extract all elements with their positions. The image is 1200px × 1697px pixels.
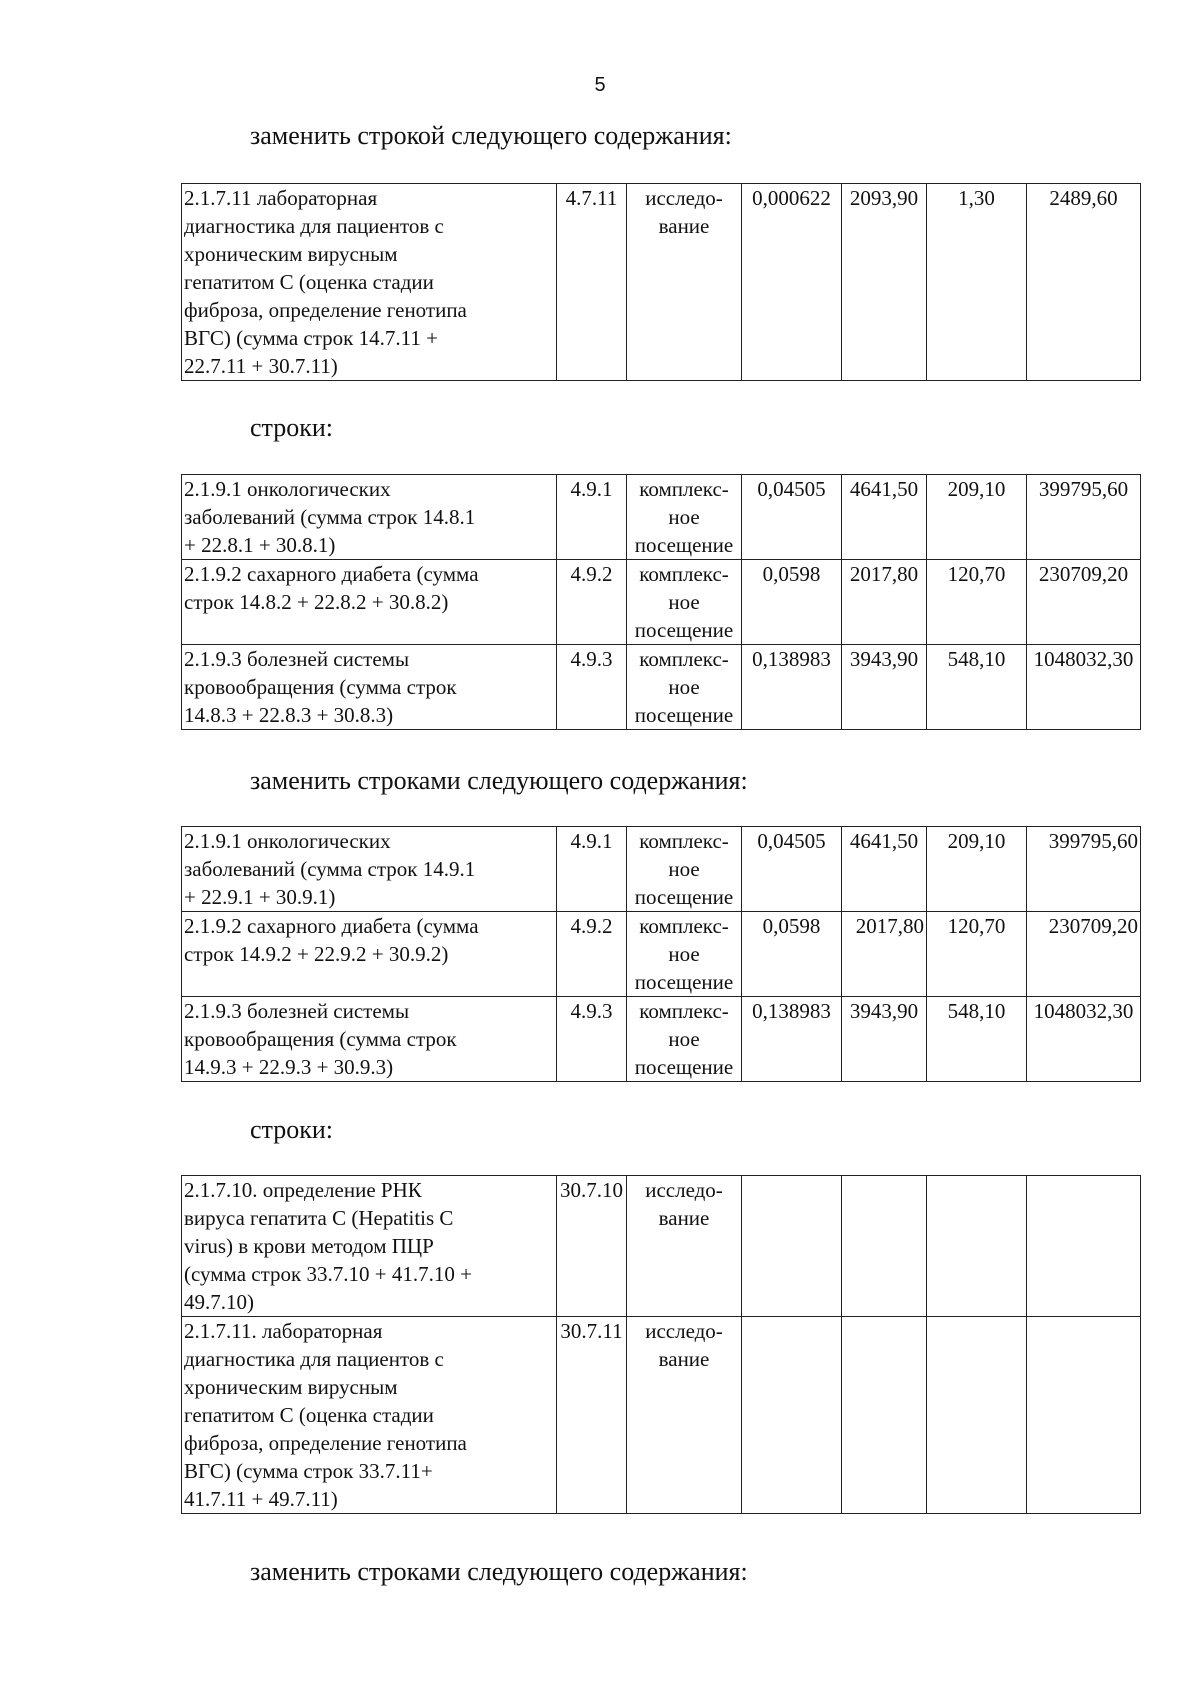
table1-body <box>182 184 1141 381</box>
instruction-rows-2: строки: <box>250 1115 333 1144</box>
row-name: 2.1.7.10. определение РНК вируса гепатита С (Hepatitis C virus) в крови методом ПЦР (сумма строк 33.7.10 + 41.7.10 + 49.7.10) <box>182 1176 557 1317</box>
row-value-4: 230709,20 <box>1027 560 1141 645</box>
row-unit: комплекс- ное посещение <box>627 645 742 730</box>
row-value-3: 120,70 <box>927 912 1027 997</box>
page-number: 5 <box>594 74 606 96</box>
row-value-3: 209,10 <box>927 827 1027 912</box>
instruction-replace-row: заменить строкой следующего содержания: <box>250 121 732 150</box>
row-value-1: 0,04505 <box>742 475 842 560</box>
row-value-3 <box>927 1176 1027 1317</box>
row-value-3 <box>927 1317 1027 1514</box>
row-name: 2.1.9.3 болезней системы кровообращения (сумма строк 14.9.3 + 22.9.3 + 30.9.3) <box>182 997 557 1082</box>
row-value-1: 0,138983 <box>742 645 842 730</box>
row-unit: комплекс- ное посещение <box>627 997 742 1082</box>
row-value-1: 0,04505 <box>742 827 842 912</box>
row-name: 2.1.9.2 сахарного диабета (сумма строк 14.8.2 + 22.8.2 + 30.8.2) <box>182 560 557 645</box>
row-value-1: 0,0598 <box>742 912 842 997</box>
row-value-2: 2017,80 <box>842 560 927 645</box>
table-row <box>182 645 1141 730</box>
row-value-2 <box>842 1176 927 1317</box>
table-replacement-row <box>181 183 1141 381</box>
row-unit: комплекс- ное посещение <box>627 560 742 645</box>
row-code: 4.9.2 <box>557 912 627 997</box>
table-row <box>182 1317 1141 1514</box>
row-name: 2.1.9.1 онкологических заболеваний (сумма строк 14.8.1 + 22.8.1 + 30.8.1) <box>182 475 557 560</box>
table-row <box>182 827 1141 912</box>
row-value-2: 2093,90 <box>842 184 927 381</box>
row-value-2: 4641,50 <box>842 475 927 560</box>
row-unit: исследо- вание <box>627 184 742 381</box>
row-name: 2.1.7.11. лабораторная диагностика для пациентов с хроническим вирусным гепатитом С (оценка стадии фиброза, определение генотипа ВГС) (сумма строк 33.7.11+ 41.7.11 + 49.7.11) <box>182 1317 557 1514</box>
table-row <box>182 1176 1141 1317</box>
row-value-4: 399795,60 <box>1027 827 1141 912</box>
row-value-2: 2017,80 <box>842 912 927 997</box>
row-code: 4.9.1 <box>557 827 627 912</box>
row-value-2: 3943,90 <box>842 997 927 1082</box>
row-value-4: 399795,60 <box>1027 475 1141 560</box>
table-original-rows-1 <box>181 474 1141 730</box>
row-value-4: 1048032,30 <box>1027 997 1141 1082</box>
row-unit: исследо- вание <box>627 1176 742 1317</box>
table-replacement-rows-1 <box>181 826 1141 1082</box>
row-value-4: 1048032,30 <box>1027 645 1141 730</box>
table-row <box>182 475 1141 560</box>
row-unit: исследо- вание <box>627 1317 742 1514</box>
row-value-1 <box>742 1176 842 1317</box>
row-value-2: 3943,90 <box>842 645 927 730</box>
row-code: 4.9.3 <box>557 645 627 730</box>
row-value-1: 0,000622 <box>742 184 842 381</box>
row-value-2: 4641,50 <box>842 827 927 912</box>
row-unit: комплекс- ное посещение <box>627 912 742 997</box>
row-value-1: 0,138983 <box>742 997 842 1082</box>
row-code: 4.9.3 <box>557 997 627 1082</box>
row-value-3: 1,30 <box>927 184 1027 381</box>
row-value-2 <box>842 1317 927 1514</box>
row-code: 4.7.11 <box>557 184 627 381</box>
table-original-rows-2 <box>181 1175 1141 1514</box>
instruction-rows-1: строки: <box>250 413 333 442</box>
instruction-replace-rows-1: заменить строками следующего содержания: <box>250 766 748 795</box>
instruction-replace-rows-2: заменить строками следующего содержания: <box>250 1557 748 1586</box>
row-code: 4.9.1 <box>557 475 627 560</box>
row-value-3: 120,70 <box>927 560 1027 645</box>
row-value-4 <box>1027 1317 1141 1514</box>
row-value-1 <box>742 1317 842 1514</box>
row-unit: комплекс- ное посещение <box>627 827 742 912</box>
table-row <box>182 912 1141 997</box>
row-name: 2.1.7.11 лабораторная диагностика для пациентов с хроническим вирусным гепатитом С (оценка стадии фиброза, определение генотипа ВГС) (сумма строк 14.7.11 + 22.7.11 + 30.7.11) <box>182 184 557 381</box>
row-value-3: 209,10 <box>927 475 1027 560</box>
table-row <box>182 560 1141 645</box>
table-row <box>182 184 1141 381</box>
row-code: 4.9.2 <box>557 560 627 645</box>
row-value-4: 230709,20 <box>1027 912 1141 997</box>
row-value-4 <box>1027 1176 1141 1317</box>
row-code: 30.7.11 <box>557 1317 627 1514</box>
row-value-1: 0,0598 <box>742 560 842 645</box>
row-name: 2.1.9.1 онкологических заболеваний (сумма строк 14.9.1 + 22.9.1 + 30.9.1) <box>182 827 557 912</box>
table-row <box>182 997 1141 1082</box>
row-value-3: 548,10 <box>927 997 1027 1082</box>
row-value-4: 2489,60 <box>1027 184 1141 381</box>
row-unit: комплекс- ное посещение <box>627 475 742 560</box>
row-value-3: 548,10 <box>927 645 1027 730</box>
row-name: 2.1.9.3 болезней системы кровообращения (сумма строк 14.8.3 + 22.8.3 + 30.8.3) <box>182 645 557 730</box>
row-name: 2.1.9.2 сахарного диабета (сумма строк 14.9.2 + 22.9.2 + 30.9.2) <box>182 912 557 997</box>
row-code: 30.7.10 <box>557 1176 627 1317</box>
